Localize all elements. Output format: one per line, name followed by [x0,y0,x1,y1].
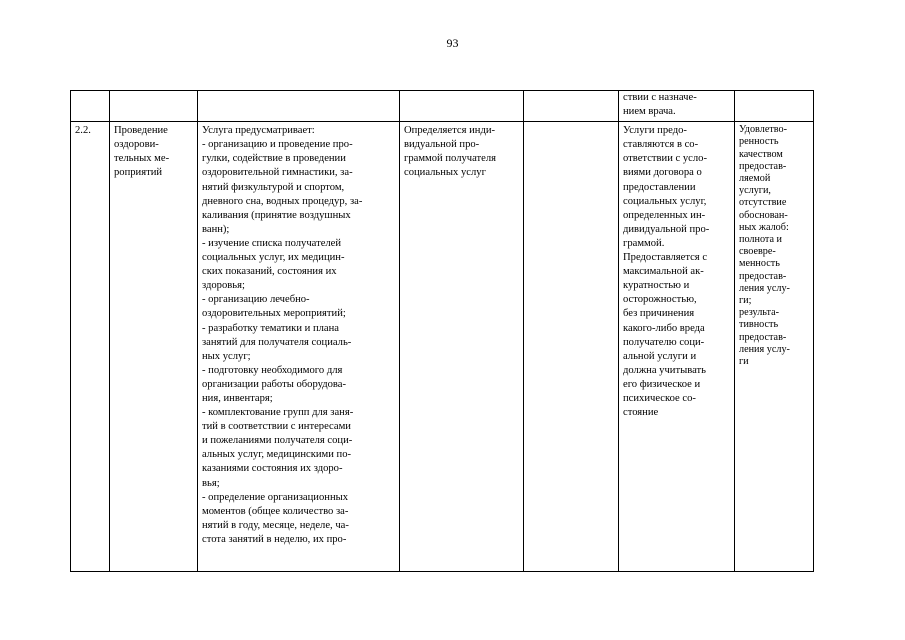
text-line: тий в соответствии с интересами [202,421,351,433]
text-line: психическое со- [623,392,696,404]
text-line: результа- [739,307,780,319]
text-line: ных жалоб: [739,221,789,233]
text-line: - разработку тематики и плана [202,322,339,334]
text-line: оздоровительных мероприятий; [202,308,346,320]
text-line: предостав- [739,270,787,282]
text-line: ги; [739,295,752,307]
text-line: тивность [739,319,779,331]
text-line: Предоставляется с [623,252,708,264]
text-line: ренность [739,136,779,148]
text-line: оздоровительной гимнастики, за- [202,167,353,179]
cell-deadline-cont [524,91,619,122]
continuation-row [71,91,814,122]
text-line: максимальной ак- [623,266,704,278]
text-line: ответствии с усло- [623,153,707,165]
text-line: ставляются в со- [623,139,699,151]
text-line: ления услу- [739,282,790,294]
cell-number [71,122,110,572]
text-line: и пожеланиями получателя соци- [202,435,353,447]
text-line: Определяется инди- [404,125,496,137]
text-line: - организацию лечебно- [202,294,310,306]
cell-deadline [524,122,619,572]
text-line: без причинения [623,308,695,320]
text-line: ванн); [202,223,230,235]
text-line: оздорови- [114,139,159,151]
text-line: обоснован- [739,209,788,221]
text-line: его физическое и [623,378,701,390]
text-line: социальных услуг, [623,195,707,207]
text-line: услуги, [739,185,771,197]
text-line: какого-либо вреда [623,322,705,334]
text-line: тельных ме- [114,153,170,165]
text-line: организации работы оборудова- [202,378,347,390]
text-line: занятий для получателя социаль- [202,336,352,348]
text-line: получателю соци- [623,336,705,348]
text-line: дневного сна, водных процедур, за- [202,195,363,207]
text-line: казаниями состояния их здоро- [202,463,343,475]
text-line: нятий физкультурой и спортом, [202,181,345,193]
text-line: Услуга предусматривает: [202,125,315,137]
text-line: отсутствие [739,197,787,209]
cell-name-cont [110,91,198,122]
text-line: нятий в году, месяце, неделе, ча- [202,519,349,531]
text-line: - комплектование групп для заня- [202,407,354,419]
text-line: своевре- [739,246,776,258]
text-line: качеством [739,148,783,160]
cell-volume-cont [400,91,524,122]
text-line: ных услуг; [202,350,251,362]
services-table [70,90,814,572]
text-line: полнота и [739,234,783,246]
text-line: социальных услуг, их медицин- [202,252,345,264]
text-line: видуальной про- [404,139,480,151]
text-line: должна учитывать [623,364,706,376]
page-number: 93 [446,36,459,50]
text-line: куратностью и [623,280,690,292]
text-line: ления услу- [739,343,790,355]
text-line: определенных ин- [623,209,706,221]
cell-description [198,122,400,572]
text-line: ги [739,356,749,368]
text-line: дивидуальной про- [623,223,710,235]
text-line: ствии с назначе- [623,92,697,103]
text-line: - определение организационных [202,491,349,503]
cell-conditions [619,122,735,572]
text-line: здоровья; [202,280,245,292]
text-line: виями договора о [623,167,702,179]
text-line: - подготовку необходимого для [202,364,343,376]
text-line: Удовлетво- [739,124,788,136]
text-line: менность [739,258,780,270]
cell-conditions-cont [619,91,735,122]
text-line: моментов (общее количество за- [202,505,349,517]
text-line: альной услуги и [623,350,697,362]
text-line: ских показаний, состояния их [202,266,337,278]
text-line: каливания (принятие воздушных [202,209,351,221]
text-line: ляемой [739,173,771,184]
text-line: стота занятий в неделю, их про- [202,533,347,545]
text-line: нием врача. [623,106,676,118]
cell-indicators [735,122,814,572]
text-line: альных услуг, медицинскими по- [202,449,352,461]
text-line: социальных услуг [404,167,486,179]
text-line: граммой получателя [404,153,497,165]
service-row [71,122,814,572]
text-line: Услуги предо- [623,125,687,137]
text-line: предостав- [739,331,787,343]
text-line: предостав- [739,160,787,172]
text-line: Проведение [114,125,168,137]
text-line: вья; [202,477,220,489]
text-line: граммой. [623,237,665,249]
text-line: ния, инвентаря; [202,392,273,404]
cell-name [110,122,198,572]
text-line: гулки, содействие в проведении [202,153,346,165]
cell-number-cont [71,91,110,122]
cell-indicators-cont [735,91,814,122]
text-line: стояние [623,407,659,419]
text-line: осторожностью, [623,294,697,306]
cell-description-cont [198,91,400,122]
text-line: предоставлении [623,181,696,193]
text-line: - изучение списка получателей [202,237,342,249]
text-line: роприятий [114,167,163,179]
text-line: - организацию и проведение про- [202,139,353,151]
cell-volume [400,122,524,572]
row-number: 2.2. [75,125,91,137]
